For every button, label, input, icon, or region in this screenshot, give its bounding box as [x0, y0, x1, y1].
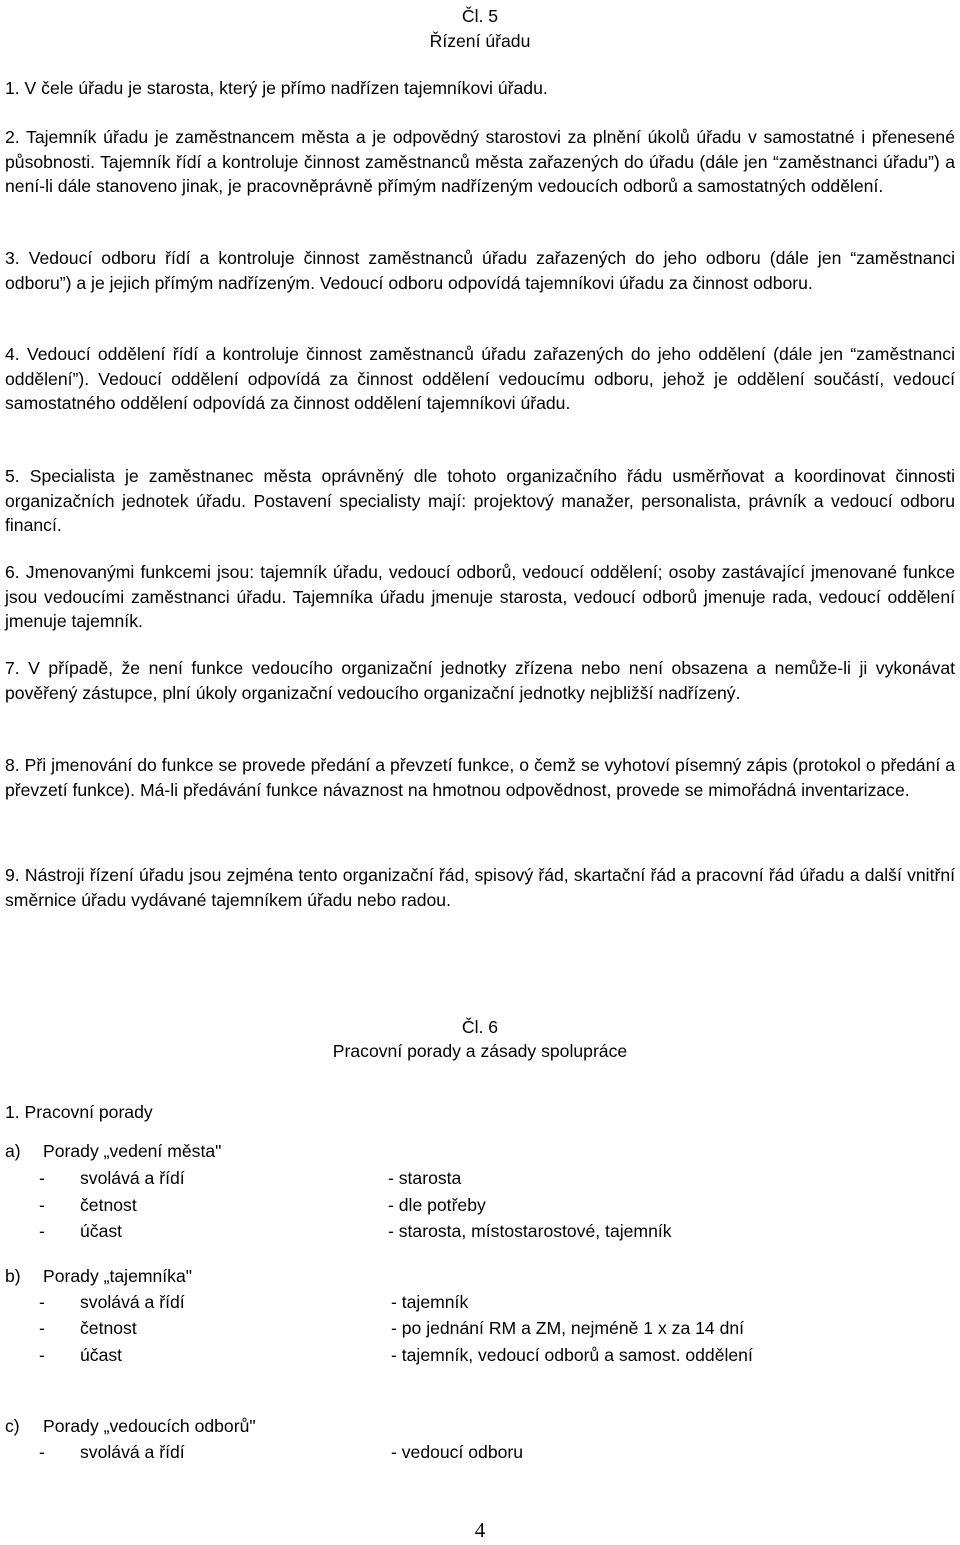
- meeting-b-row: [0, 1290, 960, 1314]
- article-6-number: Čl. 6: [461, 1017, 499, 1037]
- dash-marker: -: [39, 1318, 45, 1338]
- row-label: četnost: [80, 1195, 137, 1215]
- page-number: 4: [474, 1518, 486, 1542]
- section-working-meetings: 1. Pracovní porady: [5, 1102, 153, 1122]
- row-value: - vedoucí odboru: [391, 1442, 524, 1462]
- row-label: četnost: [80, 1318, 137, 1338]
- meeting-c-marker: c): [5, 1416, 20, 1436]
- row-value: - tajemník: [391, 1292, 469, 1312]
- meeting-a-title: Porady „vedení města": [43, 1141, 222, 1161]
- paragraph-8: 8. Při jmenování do funkce se provede předání a převzetí funkce, o čemž se vyhotoví písemný zápis (protokol o předání a převzetí funkce). Má-li předávání funkce návaznost na hmotnou odpovědnost, provede se mimořádná inventarizace.: [5, 755, 955, 800]
- dash-marker: -: [39, 1168, 45, 1188]
- article-5-title: Řízení úřadu: [429, 31, 531, 51]
- row-value: - tajemník, vedoucí odborů a samost. oddělení: [391, 1345, 753, 1365]
- dash-marker: -: [39, 1345, 45, 1365]
- paragraph-3: 3. Vedoucí odboru řídí a kontroluje činnost zaměstnanců úřadu zařazených do jeho odboru (dále jen “zaměstnanci odboru”) a je jejich přímým nadřízeným. Vedoucí odboru odpovídá tajemníkovi úřadu za činnost odboru.: [5, 248, 955, 293]
- row-label: svolává a řídí: [80, 1292, 185, 1312]
- paragraph-7: 7. V případě, že není funkce vedoucího organizační jednotky zřízena nebo není obsazena a nemůže-li ji vykonávat pověřený zástupce, plní úkoly organizační vedoucího organizační jednotky nejbližší nadřízený.: [5, 658, 955, 703]
- paragraph-1: 1. V čele úřadu je starosta, který je přímo nadřízen tajemníkovi úřadu.: [5, 78, 548, 98]
- meeting-a-marker: a): [5, 1141, 21, 1161]
- meeting-a-row: [0, 1219, 960, 1243]
- row-label: svolává a řídí: [80, 1168, 185, 1188]
- meeting-c-title: Porady „vedoucích odborů": [43, 1416, 256, 1436]
- row-value: - dle potřeby: [388, 1195, 486, 1215]
- meeting-b-marker: b): [5, 1266, 21, 1286]
- paragraph-5: 5. Specialista je zaměstnanec města oprávněný dle tohoto organizačního řádu usměrňovat a koordinovat činnosti organizačních jednotek úřadu. Postavení specialisty mají: projektový manažer, personalista, právník a vedoucí odboru financí.: [5, 466, 955, 535]
- paragraph-9: 9. Nástroji řízení úřadu jsou zejména tento organizační řád, spisový řád, skartační řád a pracovní řád úřadu a další vnitřní směrnice úřadu vydávané tajemníkem úřadu nebo radou.: [5, 865, 955, 910]
- article-5-number: Čl. 5: [461, 6, 499, 26]
- row-label: svolává a řídí: [80, 1442, 185, 1462]
- meeting-b-row: [0, 1316, 960, 1340]
- dash-marker: -: [39, 1195, 45, 1215]
- meeting-b-title: Porady „tajemníka": [43, 1266, 193, 1286]
- paragraph-2: 2. Tajemník úřadu je zaměstnancem města a je odpovědný starostovi za plnění úkolů úřadu v samostatné i přenesené působnosti. Tajemník řídí a kontroluje činnost zaměstnanců města zařazených do úřadu (dále jen “zaměstnanci úřadu”) a není-li dále stanoveno jinak, je pracovněprávně přímým nadřízeným vedoucích odborů a samostatných oddělení.: [5, 127, 955, 196]
- dash-marker: -: [39, 1442, 45, 1462]
- meeting-b-row: [0, 1343, 960, 1367]
- meeting-a-row: [0, 1166, 960, 1190]
- article-6-title: Pracovní porady a zásady spolupráce: [332, 1041, 628, 1061]
- row-value: - po jednání RM a ZM, nejméně 1 x za 14 dní: [391, 1318, 745, 1338]
- paragraph-6: 6. Jmenovanými funkcemi jsou: tajemník úřadu, vedoucí odborů, vedoucí oddělení; osoby zastávající jmenované funkce jsou vedoucími zaměstnanci úřadu. Tajemníka úřadu jmenuje starosta, vedoucí odborů jmenuje rada, vedoucí oddělení jmenuje tajemník.: [5, 562, 955, 631]
- paragraph-4: 4. Vedoucí oddělení řídí a kontroluje činnost zaměstnanců úřadu zařazených do jeho oddělení (dále jen “zaměstnanci oddělení”). Vedoucí oddělení odpovídá za činnost oddělení vedoucímu odboru, jehož je oddělení součástí, vedoucí samostatného oddělení odpovídá za činnost oddělení tajemníkovi úřadu.: [5, 344, 955, 413]
- row-value: - starosta, místostarostové, tajemník: [388, 1221, 672, 1241]
- dash-marker: -: [39, 1221, 45, 1241]
- meeting-a-row: [0, 1193, 960, 1217]
- dash-marker: -: [39, 1292, 45, 1312]
- row-label: účast: [80, 1345, 123, 1365]
- meeting-c-row: [0, 1440, 960, 1464]
- row-label: účast: [80, 1221, 123, 1241]
- row-value: - starosta: [388, 1168, 462, 1188]
